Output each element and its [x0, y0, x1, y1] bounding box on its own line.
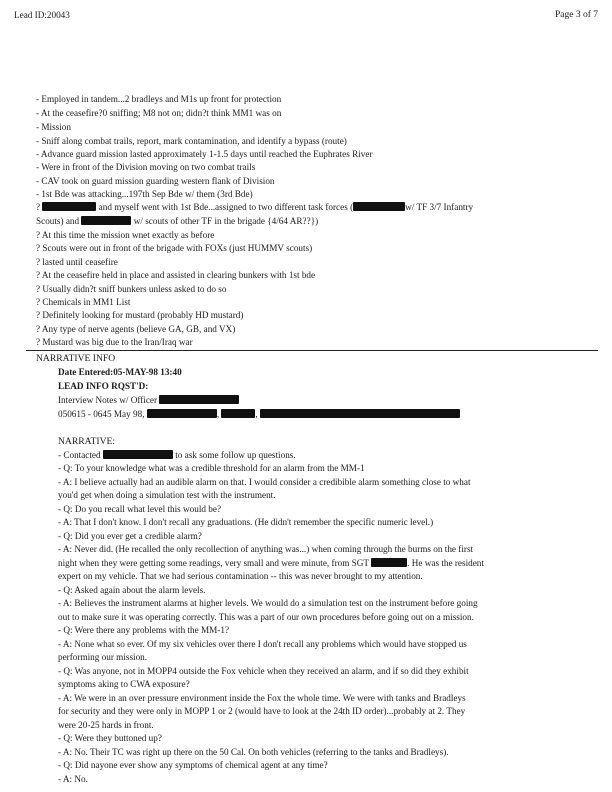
text-fragment: Interview Notes w/ Officer [58, 395, 158, 405]
narrative-line: you'd get when doing a simulation test with the instrument. [58, 490, 276, 500]
narrative-line: - Q: Did nayone ever show any symptoms of chemical agent at any time? [58, 760, 328, 770]
section-rule [26, 350, 598, 351]
narrative-line: out to make sure it was operating correctly. This was a part of our own procedures before going out on a mission. [58, 612, 474, 622]
bullet-line: - Sniff along combat trails, report, mark contamination, and identify a bypass (route) [36, 136, 347, 146]
page-number: Page 3 of 7 [554, 10, 598, 20]
narrative-line: - A: That I don't know. I don't recall any graduations. (He didn't remember the specific numeric level.) [58, 517, 434, 527]
redaction-bar [103, 450, 173, 459]
bullet-line: - 1st Bde was attacking...197th Sep Bde w/ them (3rd Bde) [36, 189, 253, 199]
narrative-line: expert on my vehicle. That we had serious contamination -- this was never brought to my attention. [58, 571, 423, 581]
redaction-bar [42, 202, 96, 211]
narrative-line: performing our mission. [58, 652, 148, 662]
narrative-line: - Q: To your knowledge what was a credible threshold for an alarm from the MM-1 [58, 463, 365, 473]
question-line: ? Scouts were out in front of the brigade with FOXs (just HUMMV scouts) [36, 243, 313, 253]
contacted-line [58, 450, 296, 461]
text-fragment: night when they were getting some readings, very small and were minute, from SGT [58, 558, 369, 568]
question-line: ? Any type of nerve agents (believe GA, GB, and VX) [36, 324, 236, 334]
narrative-line: - Q: Do you recall what level this would be? [58, 504, 222, 514]
redaction-bar [81, 216, 131, 225]
lead-info-label: LEAD INFO RQST'D: [58, 381, 149, 391]
narrative-line: - A: No. [58, 774, 88, 784]
narrative-info-heading: NARRATIVE INFO [36, 353, 116, 364]
narrative-line: - Q: Were they buttoned up? [58, 733, 162, 743]
narrative-line: - A: We were in an over pressure environment inside the Fox the whole time. We were with tanks and Bradleys [58, 693, 466, 703]
lead-id: Lead ID:20043 [14, 10, 70, 20]
bullet-line: - Employed in tandem...2 bradleys and M1s up front for protection [36, 94, 282, 104]
bullet-line: - At the ceasefire?0 sniffing; M8 not on; didn?t think MM1 was on [36, 108, 282, 118]
text-fragment: Scouts) and [36, 216, 80, 226]
redaction-bar [260, 409, 460, 418]
text-fragment: to ask some follow up questions. [175, 450, 296, 460]
question-line: ? At this time the mission wnet exactly as before [36, 230, 215, 240]
bullet-line: - Mission [36, 122, 71, 132]
narrative-line: - A: Believes the instrument alarms at higher levels. We would do a simulation test on the instrument before going [58, 598, 478, 608]
question-line: ? Usually didn?t sniff bunkers unless asked to do so [36, 284, 227, 294]
date-entered: Date Entered:05-MAY-98 13:40 [58, 367, 182, 377]
narrative-line: - Q: Did you ever get a credible alarm? [58, 531, 202, 541]
mixed-line-1 [36, 202, 473, 213]
question-line: ? Chemicals in MM1 List [36, 297, 131, 307]
text-fragment: w/ TF 3/7 Infantry [405, 202, 474, 212]
narrative-line: - Q: Was anyone, not in MOPP4 outside the Fox vehicle when they received an alarm, and if so did they exhibit [58, 666, 469, 676]
text-fragment: - Contacted [58, 450, 101, 460]
mixed-line-2 [36, 216, 318, 227]
sgt-line [58, 558, 484, 569]
narrative-line: - A: None what so ever. Of my six vehicles over there I don't recall any problems which would have stopped us [58, 639, 467, 649]
text-fragment: w/ scouts of other TF in the brigade {4/64 AR??}) [133, 216, 319, 226]
redaction-bar [353, 202, 405, 211]
bullet-line: - Advance guard mission lasted approximately 1-1.5 days until reached the Euphrates River [36, 149, 373, 159]
narrative-line: - A: Never did. (He recalled the only recollection of anything was...) when coming through the burms on the first [58, 544, 474, 554]
interview-line [58, 395, 239, 406]
redaction-bar [371, 558, 407, 567]
narrative-line: - A: I believe actually had an audible alarm on that. I would consider a credibible alarm something close to what [58, 477, 471, 487]
text-fragment: . He was the resident [407, 558, 484, 568]
narrative-line: - Q: Asked again about the alarm levels. [58, 585, 206, 595]
narrative-line: were 20-25 hards in front. [58, 720, 154, 730]
text-fragment: 050615 - 0645 May 98, [58, 409, 145, 419]
narrative-heading: NARRATIVE: [58, 436, 116, 447]
redaction-bar [147, 409, 217, 418]
question-line: ? Definitely looking for mustard (probably HD mustard) [36, 310, 244, 320]
question-line: ? Mustard was big due to the Iran/Iraq war [36, 337, 193, 347]
time-line: 050615 - 0645 May 98, , , [58, 409, 460, 420]
bullet-line: - Were in front of the Division moving on two combat trails [36, 162, 256, 172]
narrative-line: for security and they were only in MOPP 1 or 2 (would have to look at the 24th ID order)...probably at 2. They [58, 706, 466, 716]
narrative-line: - Q: Were there any problems with the MM-1? [58, 625, 230, 635]
bullet-line: - CAV took on guard mission guarding western flank of Division [36, 176, 275, 186]
question-line: ? At the ceasefire held in place and assisted in clearing bunkers with 1st bde [36, 270, 316, 280]
narrative-line: symptoms aking to CWA exposure? [58, 679, 190, 689]
narrative-line: - A: No. Their TC was right up there on the 50 Cal. On both vehicles (referring to the tanks and Bradleys). [58, 747, 449, 757]
question-line: ? lasted until ceasefire [36, 257, 118, 267]
redaction-bar [159, 395, 239, 404]
redaction-bar [221, 409, 255, 418]
text-fragment: and myself went with 1st Bde...assigned to two different task forces ( [98, 202, 354, 212]
text-fragment: ? [36, 202, 41, 212]
